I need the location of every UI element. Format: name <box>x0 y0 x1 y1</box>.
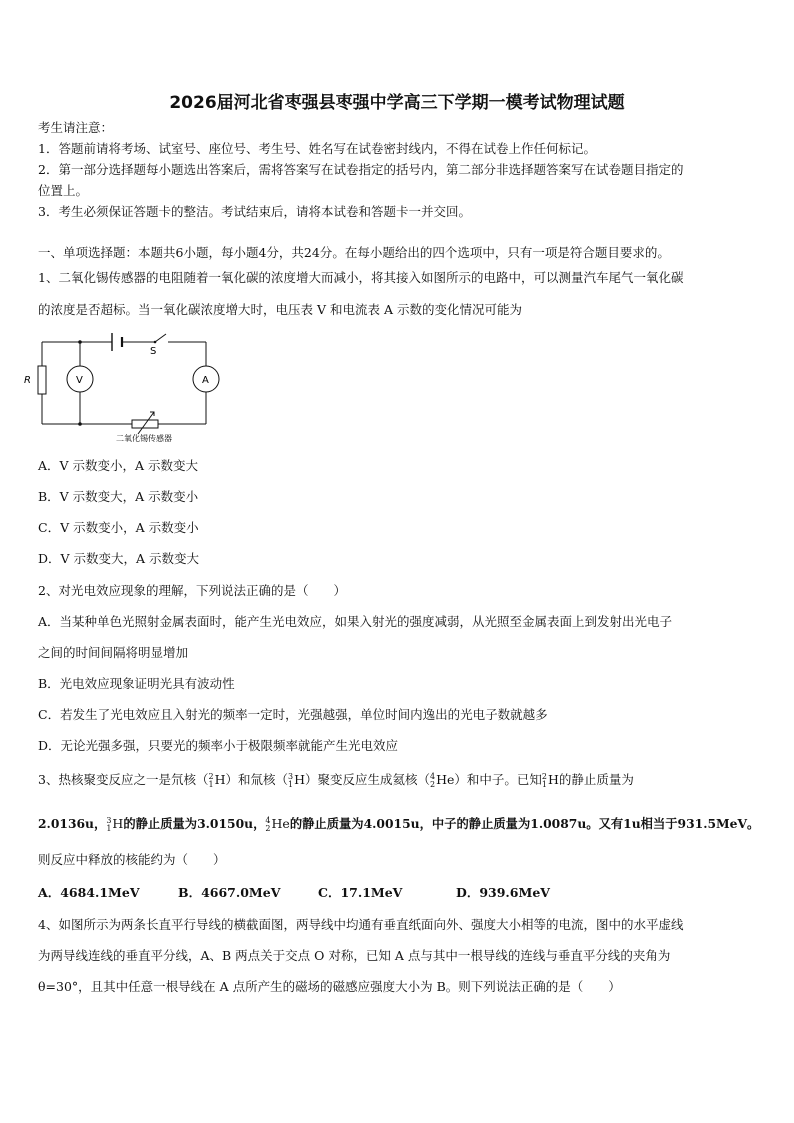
q2-stem: 2、对光电效应现象的理解，下列说法正确的是（ ） <box>38 583 346 598</box>
q3-option-a: A．4684.1MeV <box>38 885 140 900</box>
q3-option-c: C．17.1MeV <box>318 885 403 900</box>
q2-option-c: C．若发生了光电效应且入射光的频率一定时，光强越强，单位时间内逸出的光电子数就越多 <box>38 707 548 722</box>
q1-option-c: C．V 示数变小，A 示数变小 <box>38 520 199 535</box>
q1-option-a: A．V 示数变小，A 示数变大 <box>38 458 199 473</box>
q3-option-d: D．939.6MeV <box>456 885 550 900</box>
switch-pivot <box>154 341 157 344</box>
q1-stem: 的浓度是否超标。当一氧化碳浓度增大时，电压表 V 和电流表 A 示数的变化情况可能为 <box>38 302 522 317</box>
page-title: 2026届河北省枣强县枣强中学高三下学期一模考试物理试题 <box>169 93 625 113</box>
q2-option-d: D．无论光强多强，只要光的频率小于极限频率就能产生光电效应 <box>38 738 399 753</box>
nuclide-helium: 4 2 He <box>430 771 455 789</box>
q1-option-b: B．V 示数变大，A 示数变小 <box>38 489 199 504</box>
nuclide-deuterium: 2 1 H <box>208 771 226 789</box>
nuclide-helium: 4 2 He <box>265 815 290 833</box>
notice-item: 位置上。 <box>38 183 89 198</box>
notice-heading: 考生请注意： <box>38 120 114 135</box>
q3-question: 则反应中释放的核能约为（ ） <box>38 852 226 867</box>
q4-stem: 4、如图所示为两条长直平行导线的横截面图，两导线中均通有垂直纸面向外、强度大小相等的电流，图中的水平虚线 <box>38 917 684 932</box>
notice-item: 3．考生必须保证答题卡的整洁。考试结束后，请将本试卷和答题卡一并交回。 <box>38 204 471 219</box>
q2-option-b: B．光电效应现象证明光具有波动性 <box>38 676 235 691</box>
q1-stem: 1、二氧化锡传感器的电阻随着一氧化碳的浓度增大而减小，将其接入如图所示的电路中，可以测量汽车尾气一氧化碳 <box>38 270 684 285</box>
q3-masses: 2.0136u， 3 1 H的静止质量为3.0150u， 4 2 He的静止质量为4.0015u，中子的静止质量为1.0087u。又有1u相当于931.5MeV。 <box>38 815 760 833</box>
q2-option-a: A．当某种单色光照射金属表面时，能产生光电效应，如果入射光的强度减弱，从光照至金属表面上到发射出光电子 <box>38 614 673 629</box>
q3-option-b: B．4667.0MeV <box>178 885 281 900</box>
ammeter-label: A <box>202 375 209 386</box>
voltmeter-label: V <box>76 375 83 386</box>
sensor-label: 二氧化锡传感器 <box>116 434 172 443</box>
nuclide-tritium: 3 1 H <box>287 771 305 789</box>
resistor-label: R <box>24 375 31 386</box>
q1-option-d: D．V 示数变大，A 示数变大 <box>38 551 200 566</box>
notice-item: 2．第一部分选择题每小题选出答案后，需将答案写在试卷指定的括号内，第二部分非选择题答案写在试卷题目指定的 <box>38 162 684 177</box>
nuclide-tritium: 3 1 H <box>106 815 124 833</box>
q1-circuit-diagram <box>24 328 230 448</box>
junction-dot <box>78 422 82 426</box>
q4-stem: 为两导线连线的垂直平分线，A、B 两点关于交点 O 对称，已知 A 点与其中一根导线的连线与垂直平分线的夹角为 <box>38 948 671 963</box>
nuclide-deuterium: 2 1 H <box>541 771 559 789</box>
q4-stem: θ=30°，且其中任意一根导线在 A 点所产生的磁场的磁感应强度大小为 B。则下列说法正确的是（ ） <box>38 979 621 994</box>
q3-options <box>38 883 550 901</box>
switch-label: S <box>150 346 157 357</box>
section-heading: 一、单项选择题：本题共6小题，每小题4分，共24分。在每小题给出的四个选项中，只有一项是符合题目要求的。 <box>38 245 670 260</box>
junction-dot <box>78 340 82 344</box>
q3-stem: 3、热核聚变反应之一是氘核（ 2 1 H）和氚核（ 3 1 H）聚变反应生成氦核（ 4 2 He）和中子。已知 2 1 H的静止质量为 <box>38 771 634 789</box>
notice-item: 1．答题前请将考场、试室号、座位号、考生号、姓名写在试卷密封线内，不得在试卷上作任何标记。 <box>38 141 596 156</box>
q2-option-a-cont: 之间的时间间隔将明显增加 <box>38 645 189 660</box>
